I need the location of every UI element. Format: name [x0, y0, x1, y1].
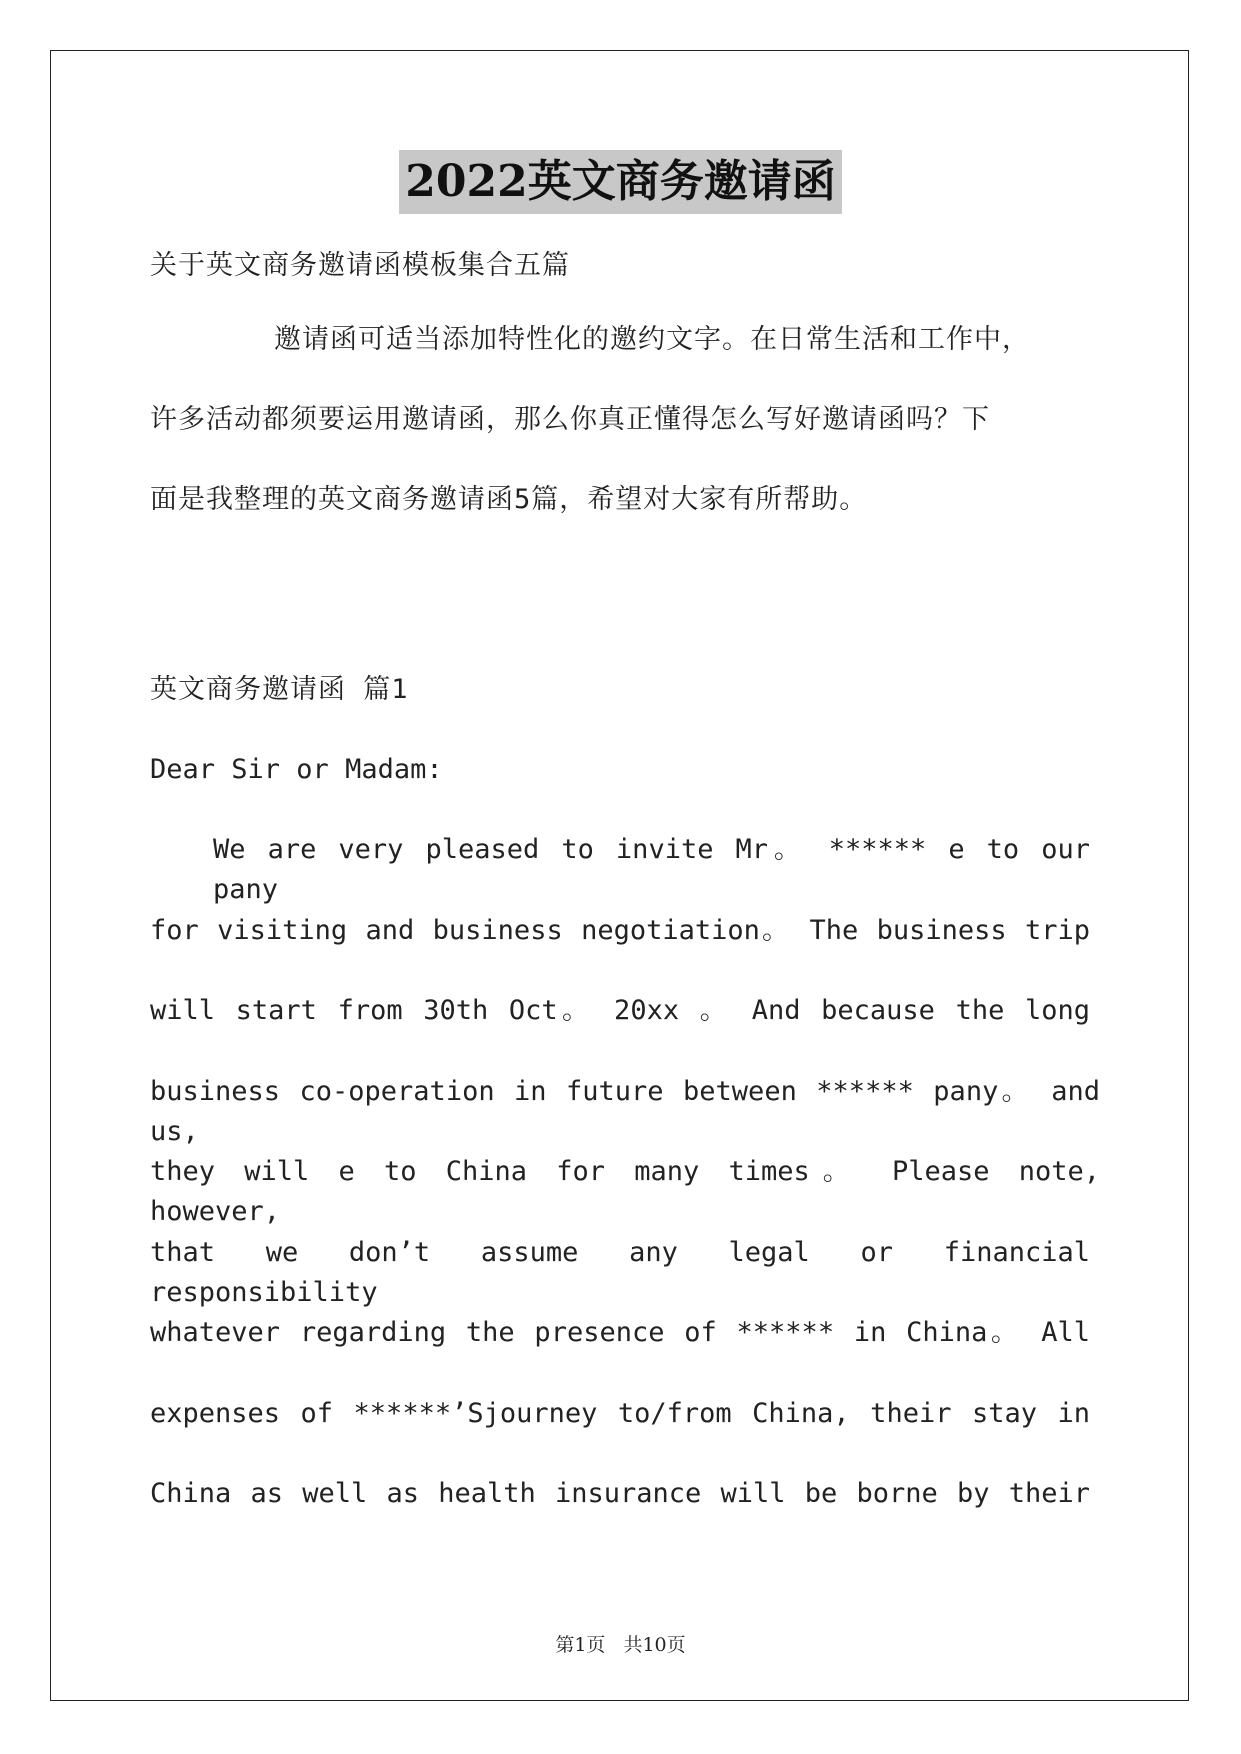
section-heading: 英文商务邀请函 篇1: [150, 674, 409, 705]
body-line-4: business co-operation in future between ****** pany。 and us,: [150, 1076, 1100, 1147]
body-line-6: that we don’t assume any legal or financial responsibility: [150, 1237, 1090, 1308]
body-line-3: will start from 30th Oct。 20xx 。 And because the long: [150, 995, 1090, 1026]
body-line-2: for visiting and business negotiation。 The business trip: [150, 915, 1090, 946]
intro-line-2: 许多活动都须要运用邀请函，那么你真正懂得怎么写好邀请函吗？下: [150, 404, 990, 435]
body-line-7: whatever regarding the presence of ****** in China。 All: [150, 1317, 1090, 1348]
body-line-1: We are very pleased to invite Mr。 ****** e to our pany: [213, 834, 1090, 905]
page-footer: [0, 1630, 1241, 1657]
intro-line-1: 邀请函可适当添加特性化的邀约文字。在日常生活和工作中，: [274, 324, 1030, 355]
body-line-9: China as well as health insurance will be borne by their: [150, 1478, 1090, 1509]
body-line-5: they will e to China for many times。 Please note, however,: [150, 1156, 1100, 1227]
body-line-8: expenses of ******’Sjourney to/from China, their stay in: [150, 1398, 1090, 1429]
title-container: [0, 150, 1241, 214]
document-subtitle: 关于英文商务邀请函模板集合五篇: [150, 250, 570, 281]
page-total: 共10页: [623, 1634, 686, 1656]
document-title: 2022英文商务邀请函: [399, 150, 841, 214]
page-number: 第1页: [555, 1634, 606, 1656]
intro-line-3: 面是我整理的英文商务邀请函5篇，希望对大家有所帮助。: [150, 484, 868, 515]
salutation: Dear Sir or Madam:: [150, 754, 443, 785]
